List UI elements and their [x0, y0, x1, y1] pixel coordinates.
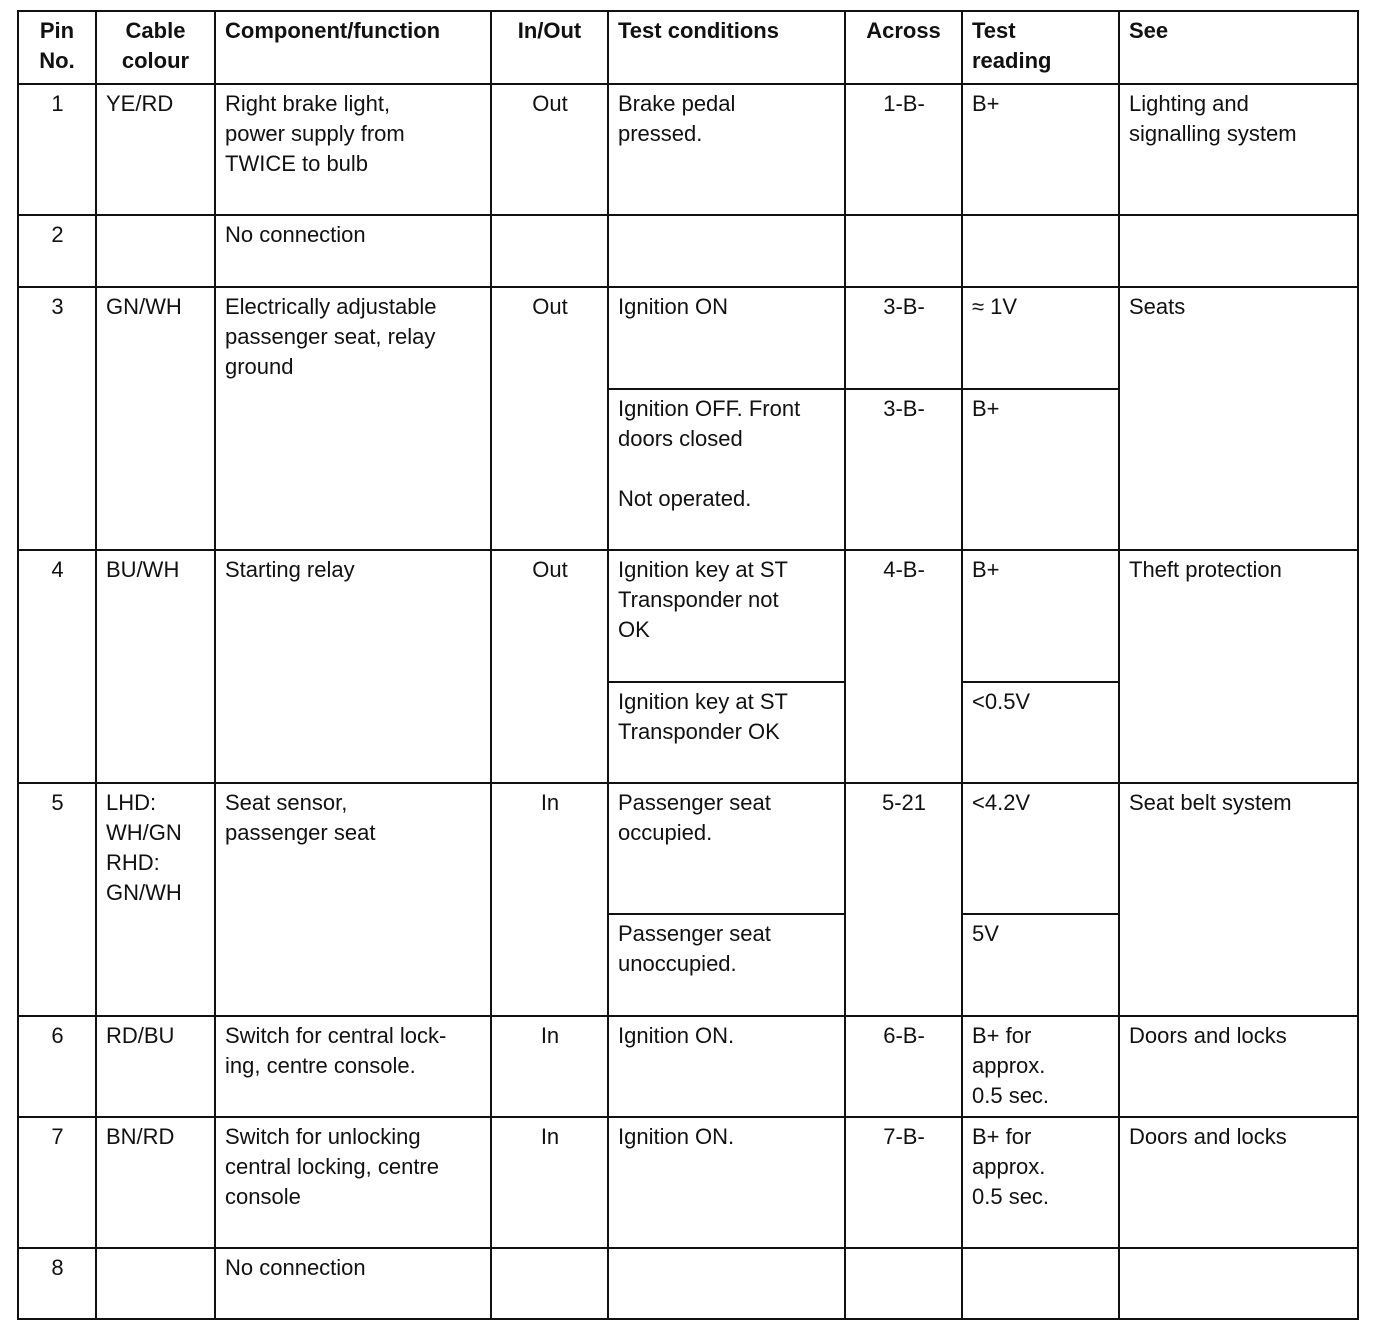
see-reference: Seats [1119, 287, 1358, 550]
across: 6-B- [845, 1016, 962, 1117]
header-pin: Pin No. [18, 11, 96, 84]
across: 4-B- [845, 550, 962, 783]
in-out [491, 215, 608, 287]
see-reference: Theft protection [1119, 550, 1358, 783]
across: 3-B- [845, 287, 962, 389]
component-function: No connection [215, 215, 491, 287]
in-out: In [491, 783, 608, 1016]
test-condition: Ignition key at ST Transponder OK [608, 682, 845, 783]
test-reading: B+ for approx. 0.5 sec. [962, 1016, 1119, 1117]
test-reading [962, 1248, 1119, 1319]
in-out: In [491, 1016, 608, 1117]
in-out: Out [491, 84, 608, 215]
pin-number: 8 [18, 1248, 96, 1319]
component-function: Electrically adjustable passenger seat, relay ground [215, 287, 491, 550]
header-cable-colour: Cable colour [96, 11, 215, 84]
pin-number: 5 [18, 783, 96, 1016]
see-reference [1119, 215, 1358, 287]
header-across: Across [845, 11, 962, 84]
cable-colour: LHD: WH/GN RHD: GN/WH [96, 783, 215, 1016]
cable-colour: BN/RD [96, 1117, 215, 1248]
across [845, 215, 962, 287]
component-function: Switch for unlocking central locking, centre console [215, 1117, 491, 1248]
across: 7-B- [845, 1117, 962, 1248]
pin-number: 3 [18, 287, 96, 550]
in-out: Out [491, 550, 608, 783]
pin-number: 4 [18, 550, 96, 783]
in-out: Out [491, 287, 608, 550]
table-row [18, 287, 1358, 389]
test-condition: Passenger seat occupied. [608, 783, 845, 914]
pin-number: 6 [18, 1016, 96, 1117]
test-reading: 5V [962, 914, 1119, 1016]
test-reading: B+ for approx. 0.5 sec. [962, 1117, 1119, 1248]
test-reading: ≈ 1V [962, 287, 1119, 389]
see-reference: Lighting and signalling system [1119, 84, 1358, 215]
table-row [18, 550, 1358, 682]
cable-colour: RD/BU [96, 1016, 215, 1117]
header-test-conditions: Test conditions [608, 11, 845, 84]
cable-colour [96, 1248, 215, 1319]
see-reference: Doors and locks [1119, 1016, 1358, 1117]
table-row [18, 1016, 1358, 1117]
component-function: Right brake light, power supply from TWICE to bulb [215, 84, 491, 215]
component-function: Switch for central lock- ing, centre console. [215, 1016, 491, 1117]
cable-colour: BU/WH [96, 550, 215, 783]
component-function: Seat sensor, passenger seat [215, 783, 491, 1016]
pin-assignment-table [17, 10, 1359, 1320]
test-reading: B+ [962, 550, 1119, 682]
header-test-reading: Test reading [962, 11, 1119, 84]
pin-number: 1 [18, 84, 96, 215]
test-condition [608, 215, 845, 287]
header-in-out: In/Out [491, 11, 608, 84]
pin-number: 7 [18, 1117, 96, 1248]
across: 1-B- [845, 84, 962, 215]
across [845, 1248, 962, 1319]
test-condition: Ignition ON. [608, 1117, 845, 1248]
table-row [18, 84, 1358, 215]
test-reading: <4.2V [962, 783, 1119, 914]
cable-colour [96, 215, 215, 287]
header-component: Component/function [215, 11, 491, 84]
table-row [18, 215, 1358, 287]
table-row [18, 783, 1358, 914]
test-reading: B+ [962, 389, 1119, 550]
table-row [18, 1248, 1358, 1319]
in-out: In [491, 1117, 608, 1248]
test-condition: Ignition OFF. Front doors closed Not operated. [608, 389, 845, 550]
test-condition: Ignition ON [608, 287, 845, 389]
header-row [18, 11, 1358, 84]
across: 3-B- [845, 389, 962, 550]
see-reference: Doors and locks [1119, 1117, 1358, 1248]
test-condition: Brake pedal pressed. [608, 84, 845, 215]
component-function: No connection [215, 1248, 491, 1319]
pin-number: 2 [18, 215, 96, 287]
test-condition: Ignition key at ST Transponder not OK [608, 550, 845, 682]
test-reading: B+ [962, 84, 1119, 215]
see-reference: Seat belt system [1119, 783, 1358, 1016]
test-condition: Ignition ON. [608, 1016, 845, 1117]
in-out [491, 1248, 608, 1319]
test-reading [962, 215, 1119, 287]
across: 5-21 [845, 783, 962, 1016]
test-condition [608, 1248, 845, 1319]
test-condition: Passenger seat unoccupied. [608, 914, 845, 1016]
component-function: Starting relay [215, 550, 491, 783]
test-reading: <0.5V [962, 682, 1119, 783]
see-reference [1119, 1248, 1358, 1319]
cable-colour: YE/RD [96, 84, 215, 215]
table-row [18, 1117, 1358, 1248]
cable-colour: GN/WH [96, 287, 215, 550]
header-see: See [1119, 11, 1358, 84]
